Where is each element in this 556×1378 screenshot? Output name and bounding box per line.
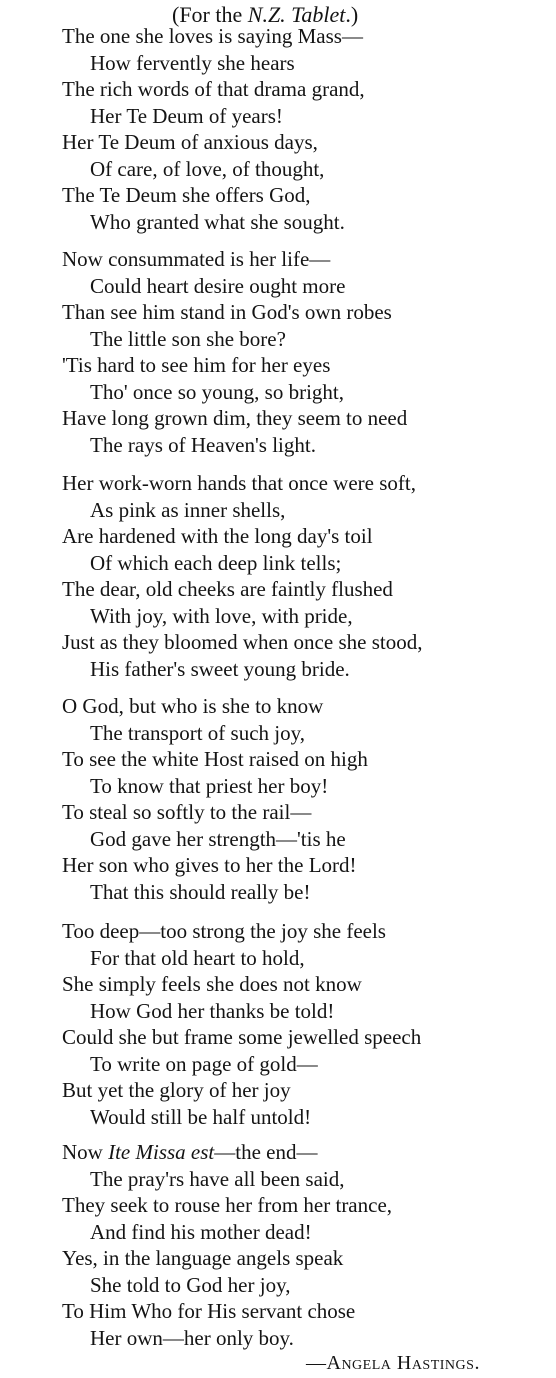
verse-line: Of which each deep link tells;: [90, 550, 342, 575]
verse-line: The rays of Heaven's light.: [90, 432, 316, 457]
verse-line: Now consummated is her life—: [62, 247, 331, 271]
verse-line: The pray'rs have all been said,: [90, 1166, 345, 1191]
verse-line: Who granted what she sought.: [90, 209, 345, 234]
verse-line: For that old heart to hold,: [90, 945, 305, 970]
verse-line: And find his mother dead!: [90, 1219, 312, 1244]
verse-line: Could heart desire ought more: [90, 273, 346, 298]
verse-line: Her son who gives to her the Lord!: [62, 853, 357, 877]
verse-line: To know that priest her boy!: [90, 773, 329, 798]
verse-line: To write on page of gold—: [90, 1051, 318, 1076]
latin-phrase: Ite Missa est: [108, 1140, 215, 1164]
verse-line: Yes, in the language angels speak: [62, 1246, 344, 1270]
verse-line: The transport of such joy,: [90, 720, 306, 745]
verse-line: God gave her strength—'tis he: [90, 826, 346, 851]
header-prefix: (For the: [172, 2, 248, 27]
verse-line: Her own—her only boy.: [90, 1325, 294, 1350]
verse-fragment: —the end—: [214, 1140, 318, 1164]
verse-line: She simply feels she does not know: [62, 972, 362, 996]
verse-line: The one she loves is saying Mass—: [62, 24, 363, 48]
verse-line: Than see him stand in God's own robes: [62, 300, 392, 324]
verse-line: Just as they bloomed when once she stood,: [62, 630, 423, 654]
header-suffix: .): [345, 2, 359, 27]
verse-line: Her work-worn hands that once were soft,: [62, 471, 416, 495]
verse-line: She told to God her joy,: [90, 1272, 291, 1297]
verse-line: To Him Who for His servant chose: [62, 1299, 356, 1323]
stanza-4: [0, 693, 556, 905]
verse-line: How God her thanks be told!: [90, 998, 335, 1023]
verse-line: But yet the glory of her joy: [62, 1078, 291, 1102]
stanza-5: [0, 918, 556, 1130]
verse-line: That this should really be!: [90, 879, 311, 904]
verse-line: 'Tis hard to see him for her eyes: [62, 353, 331, 377]
verse-line: Her Te Deum of anxious days,: [62, 130, 318, 154]
verse-line: They seek to rouse her from her trance,: [62, 1193, 393, 1217]
stanza-3: [0, 470, 556, 682]
verse-line: To steal so softly to the rail—: [62, 800, 312, 824]
stanza-1: [0, 23, 556, 235]
verse-line: Too deep—too strong the joy she feels: [62, 919, 386, 943]
author-signature: —Angela Hastings.: [306, 1352, 480, 1374]
verse-line: Of care, of love, of thought,: [90, 156, 325, 181]
verse-line: As pink as inner shells,: [90, 497, 286, 522]
verse-line: Are hardened with the long day's toil: [62, 524, 373, 548]
stanza-2: [0, 246, 556, 458]
verse-line: The Te Deum she offers God,: [62, 183, 311, 207]
verse-line: O God, but who is she to know: [62, 694, 324, 718]
publication-name: N.Z. Tablet: [247, 2, 346, 27]
verse-fragment: Now: [62, 1140, 109, 1164]
verse-line: Could she but frame some jewelled speech: [62, 1025, 422, 1049]
verse-line: Her Te Deum of years!: [90, 103, 283, 128]
verse-line: The little son she bore?: [90, 326, 286, 351]
verse-line: Would still be half untold!: [90, 1104, 312, 1129]
verse-line: [0, 1139, 556, 1166]
verse-line: His father's sweet young bride.: [90, 656, 350, 681]
verse-line: The dear, old cheeks are faintly flushed: [62, 577, 393, 601]
verse-line: To see the white Host raised on high: [62, 747, 368, 771]
verse-line: Have long grown dim, they seem to need: [62, 406, 408, 430]
stanza-6: [0, 1139, 556, 1351]
verse-line: Tho' once so young, so bright,: [90, 379, 345, 404]
verse-line: How fervently she hears: [90, 50, 295, 75]
verse-line: The rich words of that drama grand,: [62, 77, 365, 101]
verse-line: With joy, with love, with pride,: [90, 603, 353, 628]
